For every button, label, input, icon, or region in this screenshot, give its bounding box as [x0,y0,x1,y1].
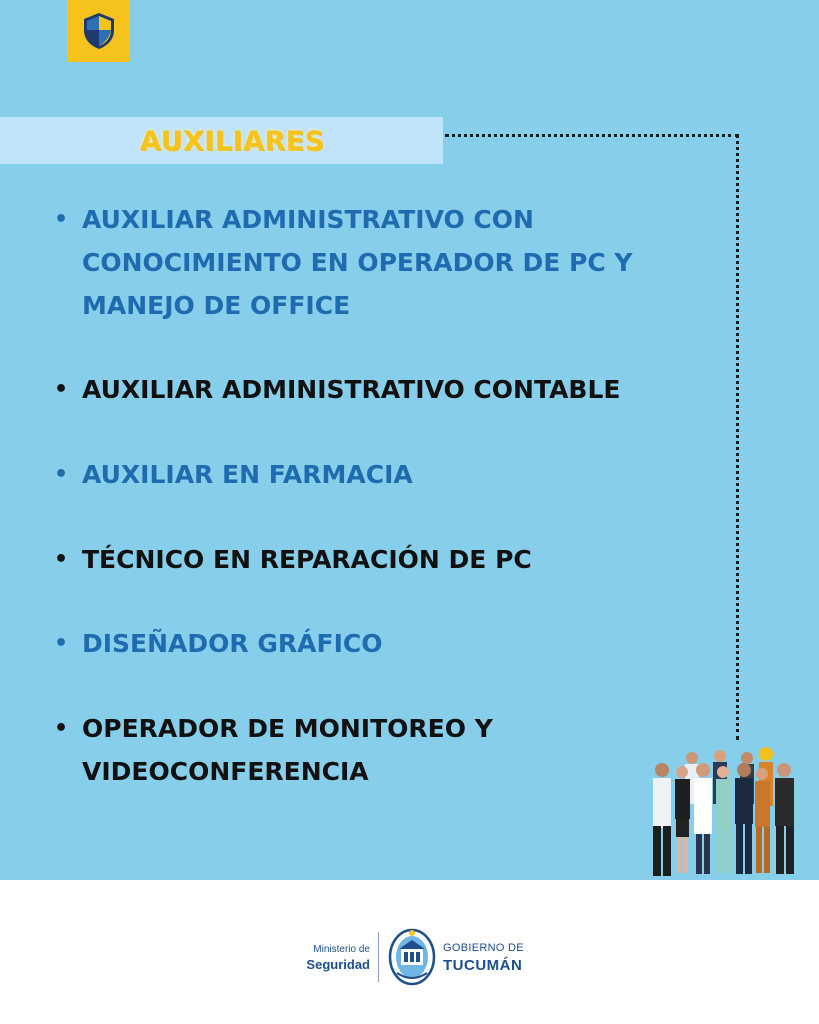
list-item-text: AUXILIAR ADMINISTRATIVO CON [82,205,534,234]
gov-line2: TUCUMÁN [443,957,523,974]
shield-icon [81,11,117,51]
footer-logo [294,924,534,990]
dotted-divider-vertical [736,134,739,740]
footer-separator [378,932,379,982]
workers-group-image [640,740,810,880]
gov-line1: GOBIERNO DE [443,942,524,954]
list-item [54,707,694,793]
bullet: • [54,377,69,402]
bullet: • [54,547,69,572]
list-item [54,622,694,665]
list-item-text: AUXILIAR EN FARMACIA [82,460,413,489]
list-item [54,198,694,327]
list-item [54,453,694,496]
ministry-label [294,942,370,972]
list-item [54,538,694,581]
bullet: • [54,716,69,741]
list-item-text: AUXILIAR ADMINISTRATIVO CONTABLE [82,375,621,404]
list-item-text: CONOCIMIENTO EN OPERADOR DE PC Y [82,248,633,277]
list-item-text: MANEJO DE OFFICE [82,291,351,320]
bullet: • [54,207,69,232]
list-item-text: DISEÑADOR GRÁFICO [82,629,383,658]
bullet: • [54,462,69,487]
dotted-divider-horizontal [445,134,739,137]
list-item-text: VIDEOCONFERENCIA [82,757,369,786]
ministry-line1: Ministerio de [313,944,370,955]
ministry-line2: Seguridad [306,957,370,972]
logo-badge [68,0,130,62]
list-item-text: OPERADOR DE MONITOREO Y [82,714,493,743]
list-item-text: TÉCNICO EN REPARACIÓN DE PC [82,545,532,574]
government-label [443,940,524,974]
province-seal-icon [387,927,437,987]
section-title: AUXILIARES [140,126,325,157]
list-item [54,368,694,411]
bullet: • [54,631,69,656]
